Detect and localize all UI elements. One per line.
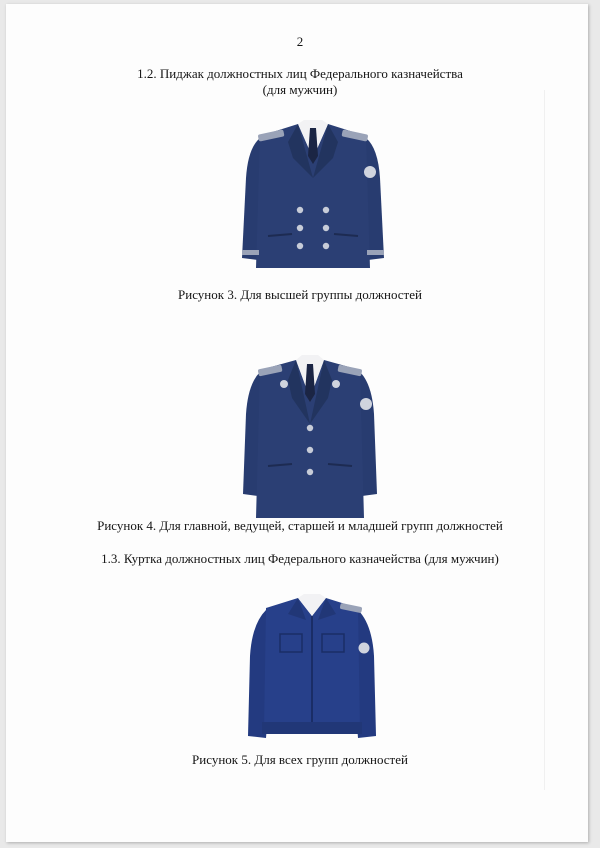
section-1-2-subtitle: (для мужчин) — [262, 82, 338, 97]
figure-3-jacket-image — [238, 118, 388, 278]
figure-4-caption: Рисунок 4. Для главной, ведущей, старшей и младшей групп должностей — [97, 518, 503, 533]
section-1-2-title: 1.2. Пиджак должностных лиц Федерального казначейства — [137, 66, 463, 81]
figure-4-jacket-image — [240, 354, 380, 522]
scan-artifact-line — [544, 90, 545, 790]
figure-5-caption: Рисунок 5. Для всех групп должностей — [192, 752, 408, 767]
page-number: 2 — [296, 34, 304, 49]
figure-5-jacket-image — [244, 594, 380, 744]
figure-3-caption: Рисунок 3. Для высшей группы должностей — [178, 287, 422, 302]
section-1-3-title: 1.3. Куртка должностных лиц Федерального казначейства (для мужчин) — [101, 551, 499, 566]
